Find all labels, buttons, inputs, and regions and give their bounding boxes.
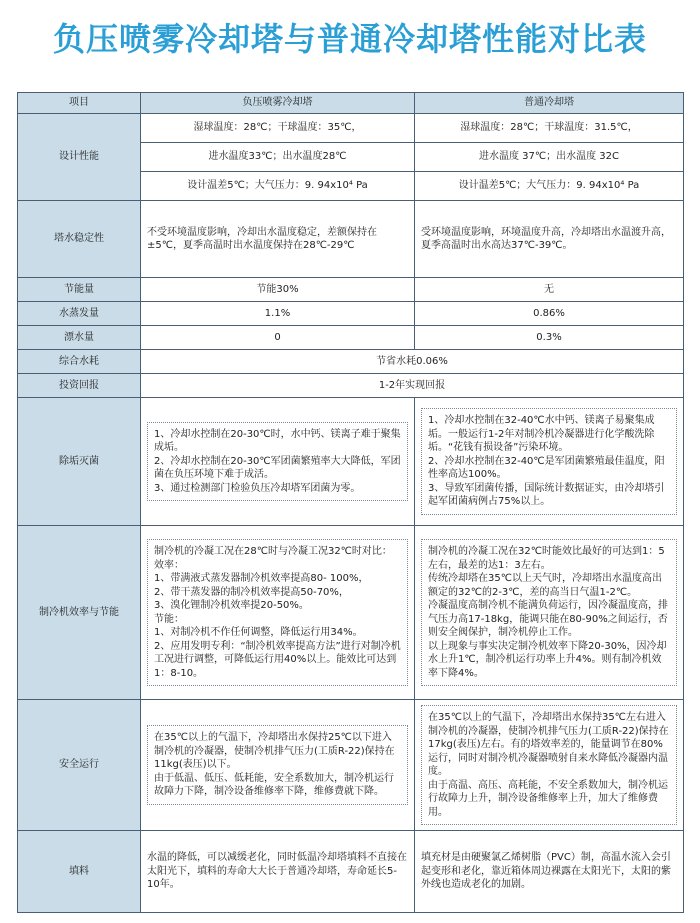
table-row (18, 278, 684, 302)
design-cell-b: 进水温度 37℃；出水温度 32C (415, 143, 684, 172)
row-label-design: 设计性能 (18, 114, 141, 201)
table-row (18, 526, 684, 700)
stability-text-b: 受环境温度影响，环境温度升高，冷却塔出水温渡升高，夏季高温时出水高达37℃-39℃。 (421, 226, 671, 251)
stability-cell-b (415, 201, 684, 278)
chiller-text-a: 制冷机的冷凝工况在28℃时与冷凝工况32℃时对比： 效率： 1、带满液式蒸发器制冷机效率提高80- 100%， 2、带干蒸发器的制冷机效率提高50-70%， 3、溴化锂制冷机效率提20-50%。 节能： 1、对制冷机不作任何调整，降低运行用34%。 2、应用发明专利：“制冷机效率提高方法”进行对制冷机工况进行调整，可降低运行用40%以上。能效比可达到1：8-10。 (147, 539, 408, 686)
stability-text-a: 不受环境温度影响，冷却出水温度稳定，差额保持在 ±5℃，夏季高温时出水温度保持在28℃-29℃ (147, 226, 377, 251)
scale-cell-a (141, 398, 415, 526)
row-label-water: 综合水耗 (18, 350, 141, 374)
evaporation-cell-b: 0.86% (415, 302, 684, 326)
energy-cell-a: 节能30% (141, 278, 415, 302)
table-row (18, 374, 684, 398)
chiller-text-b: 制冷机的冷凝工况在32℃时能效比最好的可达到1：5左右，最差的达1：3左右。 传统冷却塔在35℃以上天气时，冷却塔出水温度高出额定的32℃的2-3℃，差的高当日气温1-2℃。 冷凝温度高制冷机不能满负荷运行，因冷凝温度高，排气压力高17-18kg，能调只能在80-90%之间运行，否则安全阀保护，制冷机停止工作。 以上现象与事实决定制冷机效率下降20-30%，因冷却水上升1℃，制冷机运行功率上升4%。则有制冷机效率下降4%。 (421, 539, 677, 686)
row-label-stability: 塔水稳定性 (18, 201, 141, 278)
table-row (18, 398, 684, 526)
scale-cell-b (415, 398, 684, 526)
chiller-cell-b (415, 526, 684, 700)
stability-cell-a (141, 201, 415, 278)
row-label-chiller: 制冷机效率与节能 (18, 526, 141, 700)
water-cell: 节省水耗0.06% (141, 350, 684, 374)
row-label-energy: 节能量 (18, 278, 141, 302)
safety-text-a: 在35℃以上的气温下，冷却塔出水保持25℃以下进入制冷机的冷凝器，使制冷机排气压力(工质R-22)保持在11kg(表压)以下。 由于低温、低压、低耗能，安全系数加大，制冷机运行故障力下降，制冷设备维修率下降，维修费就下降。 (147, 725, 408, 805)
row-label-scale: 除垢灭菌 (18, 398, 141, 526)
header-item: 项目 (18, 93, 141, 114)
chiller-cell-a (141, 526, 415, 700)
drift-cell-a: 0 (141, 326, 415, 350)
drift-cell-b: 0.3% (415, 326, 684, 350)
evaporation-cell-a: 1.1% (141, 302, 415, 326)
row-label-drift: 漂水量 (18, 326, 141, 350)
row-label-safety: 安全运行 (18, 700, 141, 831)
energy-cell-b: 无 (415, 278, 684, 302)
table-row (18, 302, 684, 326)
page-title: 负压喷雾冷却塔与普通冷却塔性能对比表 (52, 20, 647, 58)
header-ordinary-tower: 普通冷却塔 (415, 93, 684, 114)
header-negative-pressure-tower: 负压喷雾冷却塔 (141, 93, 415, 114)
table-row (18, 201, 684, 278)
design-cell-a: 湿球温度：28℃；干球温度：35℃， (141, 114, 415, 143)
table-row (18, 114, 684, 143)
row-label-evaporation: 水蒸发量 (18, 302, 141, 326)
row-label-fill: 填料 (18, 831, 141, 913)
safety-cell-a (141, 700, 415, 831)
table-header-row (18, 93, 684, 114)
table-row (18, 350, 684, 374)
comparison-table (17, 92, 684, 913)
row-label-payback: 投资回报 (18, 374, 141, 398)
payback-cell: 1-2年实现回报 (141, 374, 684, 398)
scale-text-b: 1、冷却水控制在32-40℃水中钙、镁离子易聚集成垢。一般运行1-2年对制冷机冷凝器进行化学酸洗除垢。“花钱有损设备”污染环境。 2、冷却水控制在32-40℃是军团菌繁殖最佳温度，阳性率高达100%。 3、导致军团菌传播，国际统计数据证实，由冷却塔引起军团菌病例占75%以上。 (421, 408, 677, 515)
design-cell-b: 设计温差5℃；大气压力：9. 94x10⁴ Pa (415, 172, 684, 201)
design-cell-a: 设计温差5℃；大气压力：9. 94x10⁴ Pa (141, 172, 415, 201)
table-row (18, 831, 684, 913)
table-row (18, 326, 684, 350)
fill-cell-a (141, 831, 415, 913)
safety-cell-b (415, 700, 684, 831)
design-cell-a: 进水温度33℃；出水温度28℃ (141, 143, 415, 172)
table-row (18, 700, 684, 831)
fill-text-b: 填充材是由硬聚氯乙烯树脂（PVC）制，高温水流入会引起变形和老化，靠近箱体周边裸露在太阳光下，太阳的紫外线也造成老化的加剧。 (421, 852, 671, 891)
scale-text-a: 1、冷却水控制在20-30℃时，水中钙、镁离子难于聚集成垢。 2、冷却水控制在20-30℃军团菌繁殖率大大降低，军团菌在负压环境下难于成活。 3、通过检测部门检验负压冷却塔军团菌为零。 (147, 422, 408, 502)
fill-cell-b (415, 831, 684, 913)
safety-text-b: 在35℃以上的气温下，冷却塔出水保持35℃左右进入制冷机的冷凝器，使制冷机排气压力(工质R-22)保持在17kg(表压)左右。有的塔效率差的，能量调节在80%运行，同时对制冷机冷凝器喷射自来水降低冷凝器内温度。 由于高温、高压、高耗能，不安全系数加大，制冷机运行故障力上升，制冷设备维修率上升，加大了维修费用。 (421, 705, 677, 825)
design-cell-b: 湿球温度：28℃；干球温度：31.5℃， (415, 114, 684, 143)
fill-text-a: 水温的降低，可以减缓老化，同时低温冷却塔填料不直接在太阳光下，填料的寿命大大长于普通冷却塔，寿命延长5-10年。 (147, 852, 407, 891)
